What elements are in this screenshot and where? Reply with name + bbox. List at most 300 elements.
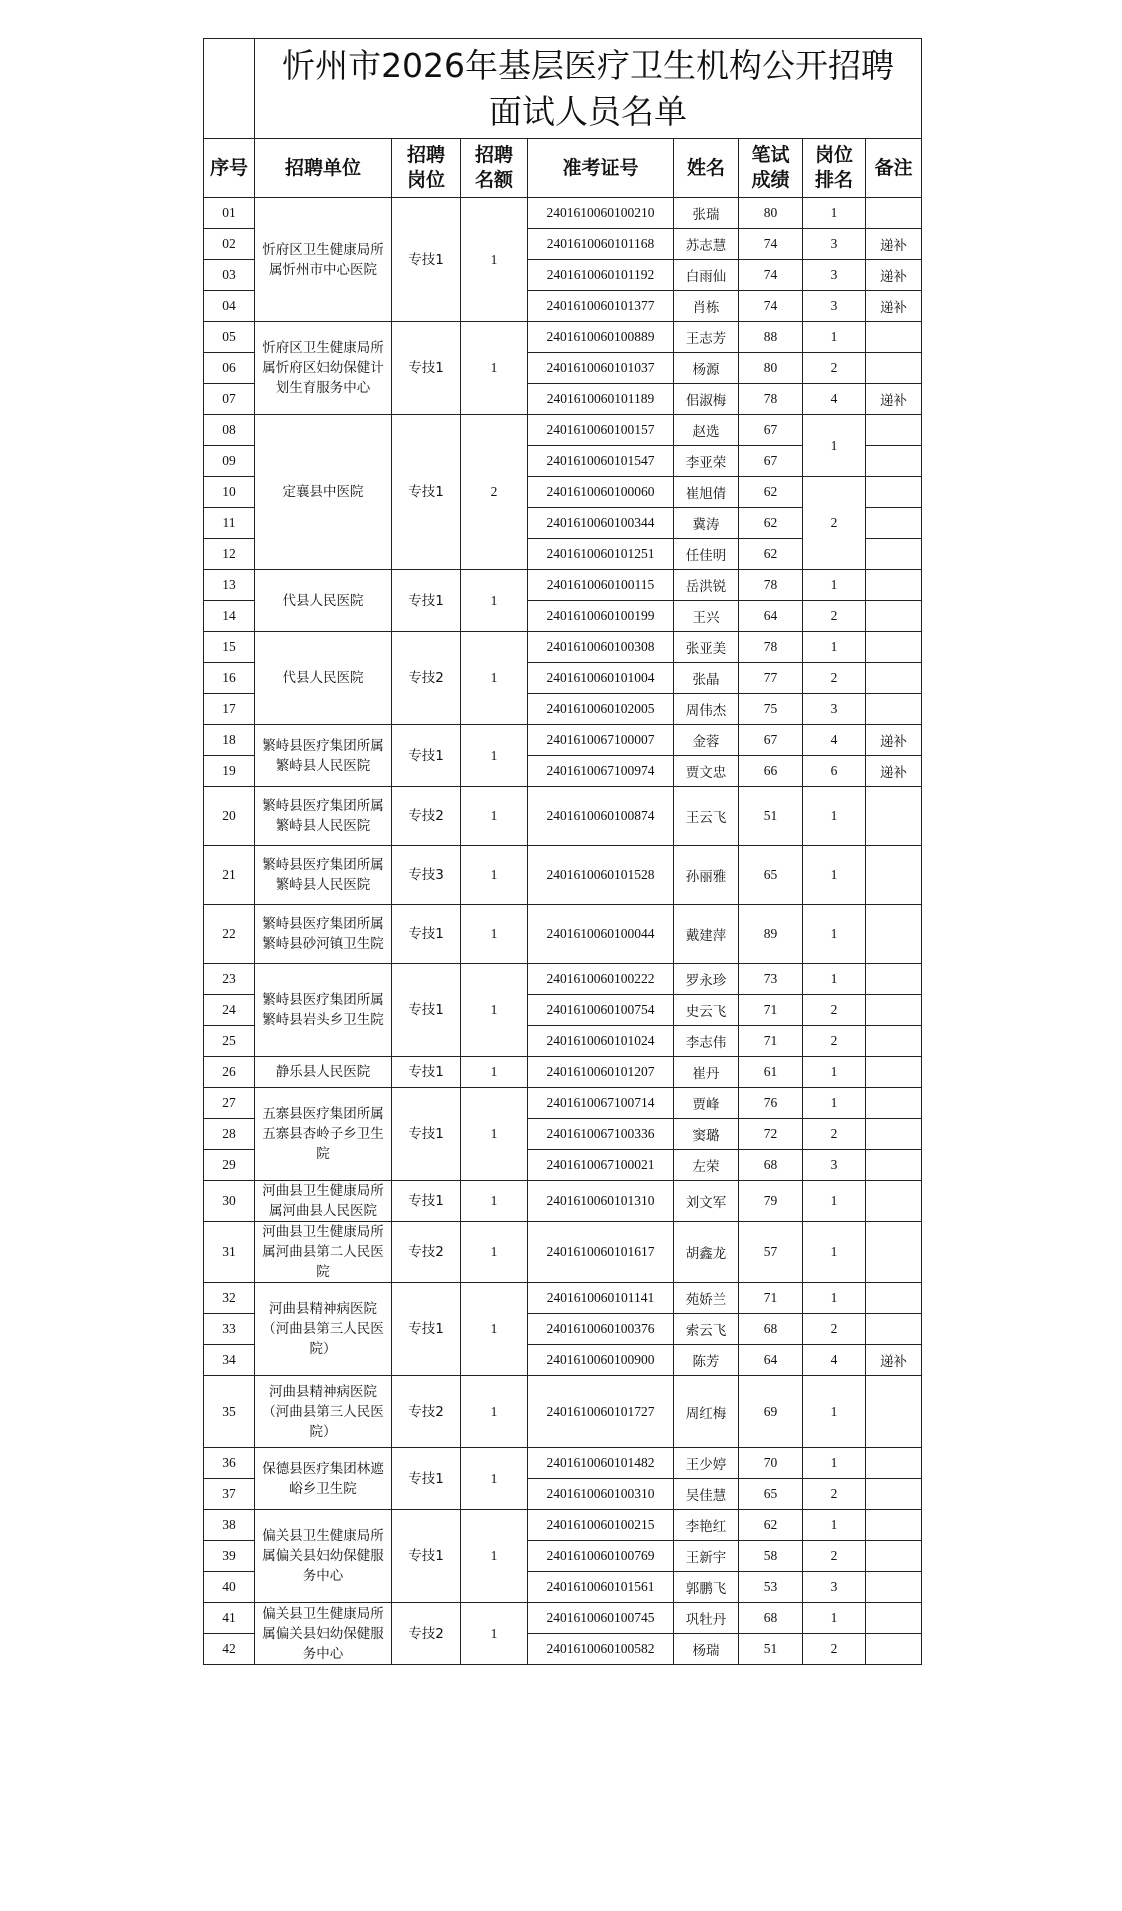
post-cell: 专技2: [392, 1603, 461, 1665]
ticket-number-cell: 2401610060101189: [528, 384, 674, 415]
quota-cell: 1: [461, 570, 528, 632]
quota-cell: 1: [461, 964, 528, 1057]
seq-cell: 30: [204, 1181, 255, 1222]
note-cell: [866, 905, 922, 964]
ticket-number-cell: 2401610060101141: [528, 1283, 674, 1314]
seq-cell: 27: [204, 1088, 255, 1119]
candidate-name-cell: 巩牡丹: [674, 1603, 739, 1634]
candidate-name-cell: 罗永珍: [674, 964, 739, 995]
table-row: [204, 1448, 922, 1479]
table-row: [204, 1057, 922, 1088]
table-row: [204, 1181, 922, 1222]
header-post-text: 招聘岗位: [406, 144, 445, 191]
candidate-name-cell: 张亚美: [674, 632, 739, 663]
quota-cell: 1: [461, 725, 528, 787]
score-cell: 71: [739, 1283, 803, 1314]
score-cell: 68: [739, 1314, 803, 1345]
ticket-number-cell: 2401610060100215: [528, 1510, 674, 1541]
note-cell: [866, 477, 922, 508]
unit-cell: 河曲县卫生健康局所属河曲县人民医院: [255, 1181, 392, 1222]
seq-cell: 36: [204, 1448, 255, 1479]
seq-cell: 02: [204, 229, 255, 260]
unit-cell: 代县人民医院: [255, 632, 392, 725]
document-title-line2: 面试人员名单: [489, 91, 688, 131]
table-row: [204, 1283, 922, 1314]
table-row: [204, 1510, 922, 1541]
seq-cell: 42: [204, 1634, 255, 1665]
quota-cell: 1: [461, 1510, 528, 1603]
ticket-number-cell: 2401610060101192: [528, 260, 674, 291]
unit-cell: 保德县医疗集团林遮峪乡卫生院: [255, 1448, 392, 1510]
seq-cell: 11: [204, 508, 255, 539]
ticket-number-cell: 2401610067100974: [528, 756, 674, 787]
note-cell: 递补: [866, 756, 922, 787]
score-cell: 74: [739, 229, 803, 260]
score-cell: 72: [739, 1119, 803, 1150]
header-row: [204, 139, 922, 198]
rank-cell: 2: [803, 1026, 866, 1057]
note-cell: [866, 1510, 922, 1541]
candidate-name-cell: 贾峰: [674, 1088, 739, 1119]
rank-cell: 1: [803, 1222, 866, 1283]
ticket-number-cell: 2401610060100874: [528, 787, 674, 846]
candidate-name-cell: 赵选: [674, 415, 739, 446]
seq-cell: 09: [204, 446, 255, 477]
quota-cell: 1: [461, 1181, 528, 1222]
seq-cell: 14: [204, 601, 255, 632]
candidate-name-cell: 白雨仙: [674, 260, 739, 291]
post-cell: 专技2: [392, 1376, 461, 1448]
rank-cell: 2: [803, 1634, 866, 1665]
note-cell: [866, 1634, 922, 1665]
seq-cell: 35: [204, 1376, 255, 1448]
rank-cell: 2: [803, 1314, 866, 1345]
post-cell: 专技1: [392, 322, 461, 415]
unit-cell: 五寨县医疗集团所属五寨县杏岭子乡卫生院: [255, 1088, 392, 1181]
post-cell: 专技1: [392, 415, 461, 570]
candidate-name-cell: 贾文忠: [674, 756, 739, 787]
candidate-name-cell: 肖栋: [674, 291, 739, 322]
quota-cell: 1: [461, 198, 528, 322]
rank-cell: 2: [803, 995, 866, 1026]
post-cell: 专技1: [392, 1448, 461, 1510]
unit-cell: 河曲县卫生健康局所属河曲县第二人民医院: [255, 1222, 392, 1283]
candidate-name-cell: 杨源: [674, 353, 739, 384]
ticket-number-cell: 2401610060101168: [528, 229, 674, 260]
seq-cell: 25: [204, 1026, 255, 1057]
note-cell: 递补: [866, 725, 922, 756]
score-cell: 71: [739, 995, 803, 1026]
unit-cell: 繁峙县医疗集团所属繁峙县砂河镇卫生院: [255, 905, 392, 964]
seq-cell: 33: [204, 1314, 255, 1345]
score-cell: 64: [739, 601, 803, 632]
post-cell: 专技2: [392, 1222, 461, 1283]
candidate-name-cell: 陈芳: [674, 1345, 739, 1376]
unit-cell: 代县人民医院: [255, 570, 392, 632]
note-cell: [866, 570, 922, 601]
seq-cell: 15: [204, 632, 255, 663]
seq-cell: 19: [204, 756, 255, 787]
note-cell: [866, 415, 922, 446]
note-cell: [866, 787, 922, 846]
rank-cell: 1: [803, 1181, 866, 1222]
rank-cell: 1: [803, 632, 866, 663]
header-score-text: 笔试成绩: [751, 144, 790, 191]
unit-cell: 偏关县卫生健康局所属偏关县妇幼保健服务中心: [255, 1603, 392, 1665]
post-cell: 专技1: [392, 198, 461, 322]
quota-cell: 1: [461, 322, 528, 415]
post-cell: 专技1: [392, 570, 461, 632]
seq-cell: 07: [204, 384, 255, 415]
score-cell: 51: [739, 787, 803, 846]
ticket-number-cell: 2401610060101024: [528, 1026, 674, 1057]
ticket-number-cell: 2401610060101482: [528, 1448, 674, 1479]
ticket-number-cell: 2401610060101310: [528, 1181, 674, 1222]
note-cell: [866, 1222, 922, 1283]
post-cell: 专技1: [392, 1057, 461, 1088]
note-cell: [866, 1603, 922, 1634]
candidate-name-cell: 王兴: [674, 601, 739, 632]
table-row: [204, 905, 922, 964]
table-row: [204, 964, 922, 995]
ticket-number-cell: 2401610060100044: [528, 905, 674, 964]
rank-cell: 3: [803, 291, 866, 322]
rank-cell: 1: [803, 1088, 866, 1119]
candidate-name-cell: 刘文军: [674, 1181, 739, 1222]
candidate-name-cell: 孙丽雅: [674, 846, 739, 905]
header-score: [739, 139, 803, 198]
unit-cell: 偏关县卫生健康局所属偏关县妇幼保健服务中心: [255, 1510, 392, 1603]
seq-cell: 03: [204, 260, 255, 291]
note-cell: [866, 1119, 922, 1150]
ticket-number-cell: 2401610060100157: [528, 415, 674, 446]
post-cell: 专技1: [392, 1088, 461, 1181]
header-rank-text: 岗位排名: [814, 144, 853, 191]
ticket-number-cell: 2401610067100714: [528, 1088, 674, 1119]
note-cell: [866, 964, 922, 995]
candidate-name-cell: 佀淑梅: [674, 384, 739, 415]
score-cell: 70: [739, 1448, 803, 1479]
table-row: [204, 1603, 922, 1634]
post-cell: 专技3: [392, 846, 461, 905]
note-cell: [866, 1448, 922, 1479]
table-row: [204, 570, 922, 601]
score-cell: 67: [739, 446, 803, 477]
candidate-name-cell: 李艳红: [674, 1510, 739, 1541]
ticket-number-cell: 2401610060101004: [528, 663, 674, 694]
candidate-name-cell: 冀涛: [674, 508, 739, 539]
score-cell: 67: [739, 725, 803, 756]
score-cell: 77: [739, 663, 803, 694]
score-cell: 58: [739, 1541, 803, 1572]
candidate-name-cell: 岳洪锐: [674, 570, 739, 601]
note-cell: [866, 663, 922, 694]
note-cell: [866, 508, 922, 539]
score-cell: 88: [739, 322, 803, 353]
quota-cell: 1: [461, 787, 528, 846]
ticket-number-cell: 2401610060100889: [528, 322, 674, 353]
candidate-name-cell: 王少婷: [674, 1448, 739, 1479]
score-cell: 66: [739, 756, 803, 787]
score-cell: 74: [739, 291, 803, 322]
seq-cell: 12: [204, 539, 255, 570]
document-title: [255, 39, 922, 139]
rank-cell: 1: [803, 1283, 866, 1314]
rank-cell: 1: [803, 1510, 866, 1541]
seq-cell: 40: [204, 1572, 255, 1603]
rank-cell: 3: [803, 694, 866, 725]
table-row: [204, 322, 922, 353]
ticket-number-cell: 2401610060100769: [528, 1541, 674, 1572]
quota-cell: 2: [461, 415, 528, 570]
rank-cell: 3: [803, 229, 866, 260]
seq-cell: 29: [204, 1150, 255, 1181]
score-cell: 57: [739, 1222, 803, 1283]
rank-cell: 2: [803, 1541, 866, 1572]
candidate-name-cell: 崔旭倩: [674, 477, 739, 508]
rank-cell: 4: [803, 1345, 866, 1376]
note-cell: [866, 198, 922, 229]
ticket-number-cell: 2401610060101547: [528, 446, 674, 477]
rank-cell: 1: [803, 964, 866, 995]
header-post: [392, 139, 461, 198]
candidate-name-cell: 王云飞: [674, 787, 739, 846]
note-cell: [866, 1314, 922, 1345]
unit-cell: 河曲县精神病医院（河曲县第三人民医院）: [255, 1283, 392, 1376]
score-cell: 78: [739, 384, 803, 415]
candidate-name-cell: 张瑞: [674, 198, 739, 229]
seq-cell: 23: [204, 964, 255, 995]
header-ticket: 准考证号: [528, 139, 674, 198]
ticket-number-cell: 2401610060100210: [528, 198, 674, 229]
quota-cell: 1: [461, 1057, 528, 1088]
table-row: [204, 1088, 922, 1119]
score-cell: 75: [739, 694, 803, 725]
ticket-number-cell: 2401610060102005: [528, 694, 674, 725]
score-cell: 53: [739, 1572, 803, 1603]
table-row: [204, 632, 922, 663]
note-cell: 递补: [866, 384, 922, 415]
note-cell: [866, 446, 922, 477]
score-cell: 76: [739, 1088, 803, 1119]
seq-cell: 08: [204, 415, 255, 446]
quota-cell: 1: [461, 1222, 528, 1283]
unit-cell: 繁峙县医疗集团所属繁峙县人民医院: [255, 787, 392, 846]
note-cell: 递补: [866, 229, 922, 260]
rank-cell: 1: [803, 905, 866, 964]
seq-cell: 04: [204, 291, 255, 322]
note-cell: [866, 1479, 922, 1510]
ticket-number-cell: 2401610060101207: [528, 1057, 674, 1088]
unit-cell: 忻府区卫生健康局所属忻州市中心医院: [255, 198, 392, 322]
table-row: [204, 1376, 922, 1448]
seq-cell: 38: [204, 1510, 255, 1541]
note-cell: 递补: [866, 1345, 922, 1376]
seq-cell: 10: [204, 477, 255, 508]
score-cell: 79: [739, 1181, 803, 1222]
seq-cell: 01: [204, 198, 255, 229]
score-cell: 62: [739, 1510, 803, 1541]
score-cell: 62: [739, 508, 803, 539]
note-cell: [866, 1541, 922, 1572]
header-note: 备注: [866, 139, 922, 198]
candidate-name-cell: 李志伟: [674, 1026, 739, 1057]
ticket-number-cell: 2401610060101251: [528, 539, 674, 570]
seq-cell: 20: [204, 787, 255, 846]
note-cell: [866, 1283, 922, 1314]
rank-cell: 2: [803, 663, 866, 694]
score-cell: 73: [739, 964, 803, 995]
candidate-name-cell: 王新宇: [674, 1541, 739, 1572]
note-cell: [866, 1026, 922, 1057]
header-seq: 序号: [204, 139, 255, 198]
ticket-number-cell: 2401610060100199: [528, 601, 674, 632]
candidate-name-cell: 苏志慧: [674, 229, 739, 260]
candidate-name-cell: 任佳明: [674, 539, 739, 570]
rank-cell: 3: [803, 1572, 866, 1603]
rank-cell: 6: [803, 756, 866, 787]
unit-cell: 定襄县中医院: [255, 415, 392, 570]
unit-cell: 忻府区卫生健康局所属忻府区妇幼保健计划生育服务中心: [255, 322, 392, 415]
rank-cell: 4: [803, 384, 866, 415]
unit-cell: 河曲县精神病医院（河曲县第三人民医院）: [255, 1376, 392, 1448]
seq-cell: 34: [204, 1345, 255, 1376]
seq-cell: 06: [204, 353, 255, 384]
ticket-number-cell: 2401610060100222: [528, 964, 674, 995]
table-row: [204, 1222, 922, 1283]
seq-cell: 21: [204, 846, 255, 905]
ticket-number-cell: 2401610060101727: [528, 1376, 674, 1448]
seq-cell: 41: [204, 1603, 255, 1634]
ticket-number-cell: 2401610060100376: [528, 1314, 674, 1345]
note-cell: 递补: [866, 260, 922, 291]
score-cell: 51: [739, 1634, 803, 1665]
score-cell: 74: [739, 260, 803, 291]
post-cell: 专技1: [392, 1510, 461, 1603]
unit-cell: 静乐县人民医院: [255, 1057, 392, 1088]
table-row: [204, 846, 922, 905]
rank-cell: 1: [803, 1057, 866, 1088]
candidate-name-cell: 周伟杰: [674, 694, 739, 725]
header-unit: 招聘单位: [255, 139, 392, 198]
quota-cell: 1: [461, 632, 528, 725]
ticket-number-cell: 2401610067100336: [528, 1119, 674, 1150]
quota-cell: 1: [461, 1448, 528, 1510]
score-cell: 80: [739, 198, 803, 229]
candidate-name-cell: 王志芳: [674, 322, 739, 353]
score-cell: 67: [739, 415, 803, 446]
score-cell: 61: [739, 1057, 803, 1088]
ticket-number-cell: 2401610067100007: [528, 725, 674, 756]
rank-cell: 2: [803, 353, 866, 384]
seq-cell: 26: [204, 1057, 255, 1088]
rank-cell: 3: [803, 260, 866, 291]
note-cell: [866, 1088, 922, 1119]
note-cell: [866, 694, 922, 725]
header-quota: [461, 139, 528, 198]
ticket-number-cell: 2401610060101528: [528, 846, 674, 905]
ticket-number-cell: 2401610060101561: [528, 1572, 674, 1603]
rank-cell: 3: [803, 1150, 866, 1181]
score-cell: 71: [739, 1026, 803, 1057]
rank-cell: 1: [803, 846, 866, 905]
table-row: [204, 415, 922, 446]
seq-cell: 13: [204, 570, 255, 601]
candidate-name-cell: 史云飞: [674, 995, 739, 1026]
seq-cell: 18: [204, 725, 255, 756]
seq-cell: 16: [204, 663, 255, 694]
quota-cell: 1: [461, 846, 528, 905]
candidate-name-cell: 张晶: [674, 663, 739, 694]
ticket-number-cell: 2401610060100582: [528, 1634, 674, 1665]
document-title-line1: 忻州市2026年基层医疗卫生机构公开招聘: [282, 45, 895, 85]
header-name: 姓名: [674, 139, 739, 198]
header-quota-text: 招聘名额: [474, 144, 513, 191]
ticket-number-cell: 2401610060100344: [528, 508, 674, 539]
score-cell: 65: [739, 1479, 803, 1510]
seq-cell: 24: [204, 995, 255, 1026]
post-cell: 专技1: [392, 905, 461, 964]
seq-cell: 22: [204, 905, 255, 964]
ticket-number-cell: 2401610060100745: [528, 1603, 674, 1634]
seq-cell: 28: [204, 1119, 255, 1150]
roster-sheet: [203, 38, 921, 1665]
note-cell: [866, 1181, 922, 1222]
note-cell: 递补: [866, 291, 922, 322]
score-cell: 64: [739, 1345, 803, 1376]
candidate-name-cell: 胡鑫龙: [674, 1222, 739, 1283]
candidate-name-cell: 金蓉: [674, 725, 739, 756]
rank-cell: 2: [803, 601, 866, 632]
score-cell: 89: [739, 905, 803, 964]
post-cell: 专技2: [392, 632, 461, 725]
ticket-number-cell: 2401610067100021: [528, 1150, 674, 1181]
ticket-number-cell: 2401610060100308: [528, 632, 674, 663]
candidate-name-cell: 周红梅: [674, 1376, 739, 1448]
rank-cell: 1: [803, 1376, 866, 1448]
rank-cell: 1: [803, 1448, 866, 1479]
table-row: [204, 787, 922, 846]
note-cell: [866, 539, 922, 570]
ticket-number-cell: 2401610060100060: [528, 477, 674, 508]
score-cell: 69: [739, 1376, 803, 1448]
note-cell: [866, 1376, 922, 1448]
table-row: [204, 198, 922, 229]
table-row: [204, 725, 922, 756]
unit-cell: 繁峙县医疗集团所属繁峙县人民医院: [255, 846, 392, 905]
score-cell: 62: [739, 539, 803, 570]
rank-cell: 1: [803, 570, 866, 601]
candidate-name-cell: 杨瑞: [674, 1634, 739, 1665]
seq-cell: 39: [204, 1541, 255, 1572]
rank-cell: 2: [803, 477, 866, 570]
post-cell: 专技1: [392, 1283, 461, 1376]
title-row: [204, 39, 922, 139]
score-cell: 68: [739, 1603, 803, 1634]
title-blank-cell: [204, 39, 255, 139]
unit-cell: 繁峙县医疗集团所属繁峙县岩头乡卫生院: [255, 964, 392, 1057]
candidate-name-cell: 索云飞: [674, 1314, 739, 1345]
rank-cell: 1: [803, 787, 866, 846]
note-cell: [866, 322, 922, 353]
rank-cell: 1: [803, 322, 866, 353]
quota-cell: 1: [461, 1376, 528, 1448]
note-cell: [866, 1057, 922, 1088]
rank-cell: 1: [803, 1603, 866, 1634]
quota-cell: 1: [461, 1088, 528, 1181]
score-cell: 68: [739, 1150, 803, 1181]
candidate-name-cell: 崔丹: [674, 1057, 739, 1088]
